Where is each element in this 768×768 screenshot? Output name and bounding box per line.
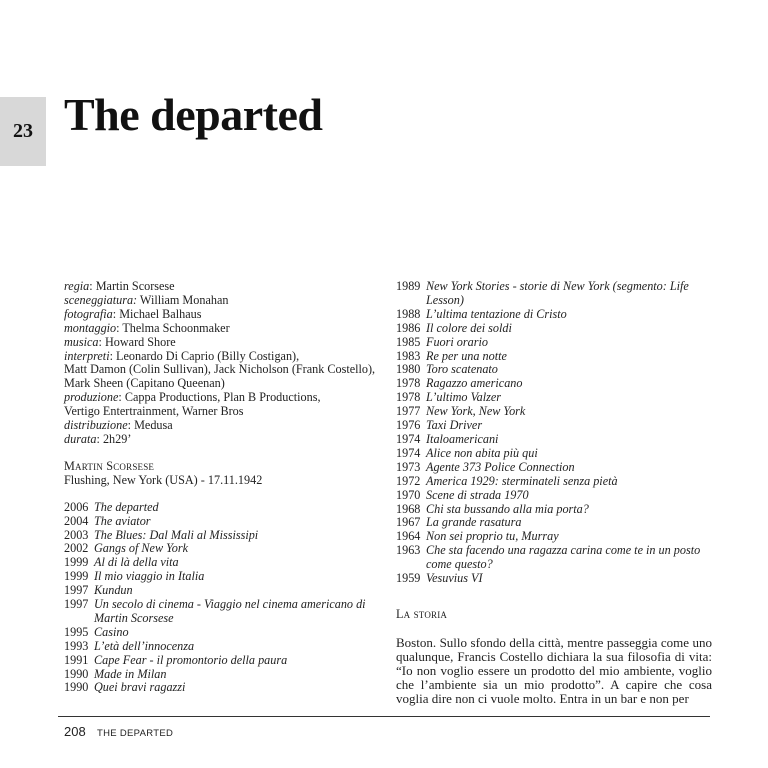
film-year: 1964 [396, 529, 421, 544]
filmography-item [396, 489, 712, 503]
credit-value: : Cappa Productions, Plan B Productions, [118, 390, 321, 405]
director-name: Martin Scorsese [64, 458, 155, 473]
credit-value: : Howard Shore [98, 334, 176, 349]
credit-line [64, 405, 382, 419]
film-title: L’ultima tentazione di Cristo [426, 306, 567, 321]
credit-role: sceneggiatura: [64, 292, 138, 307]
credit-line [64, 363, 382, 377]
film-year: 1999 [64, 569, 89, 584]
film-year: 1988 [396, 306, 421, 321]
film-year: 2002 [64, 541, 89, 556]
filmography-item [396, 350, 712, 364]
credit-role: produzione [64, 390, 119, 405]
credit-value: : Leonardo Di Caprio (Billy Costigan), [109, 348, 300, 363]
film-title: Chi sta bussando alla mia porta? [426, 501, 589, 516]
filmography-item [396, 530, 712, 544]
credit-role: interpreti [64, 348, 110, 363]
filmography-item [396, 391, 712, 405]
page-footer [64, 724, 173, 739]
filmography-item [64, 654, 382, 668]
film-title: Casino [94, 624, 129, 639]
film-year: 1974 [396, 445, 421, 460]
filmography-item [396, 419, 712, 433]
film-title: Re per una notte [426, 348, 507, 363]
filmography-item [396, 544, 712, 572]
film-title: Italoamericani [426, 431, 499, 446]
film-year: 1990 [64, 680, 89, 695]
credit-value: : 2h29’ [96, 431, 132, 446]
film-title: Made in Milan [94, 666, 167, 681]
filmography-item [64, 542, 382, 556]
filmography-item [396, 363, 712, 377]
film-year: 1959 [396, 571, 421, 586]
credit-value: : Michael Balhaus [112, 306, 202, 321]
filmography-item [396, 461, 712, 475]
film-year: 1972 [396, 473, 421, 488]
film-title: Non sei proprio tu, Murray [426, 529, 559, 544]
filmography-item [396, 322, 712, 336]
film-title: Ragazzo americano [426, 376, 523, 391]
film-title: Quei bravi ragazzi [94, 680, 186, 695]
film-title: Vesuvius VI [426, 571, 483, 586]
film-year: 1999 [64, 555, 89, 570]
film-title: Un secolo di cinema - Viaggio nel cinema americano di Martin Scorsese [94, 597, 366, 625]
filmography-item [396, 377, 712, 391]
credit-value: Mark Sheen (Capitano Queenan) [64, 376, 225, 391]
film-year: 1986 [396, 320, 421, 335]
credit-value: Vertigo Entertrainment, Warner Bros [64, 404, 244, 419]
film-year: 1978 [396, 390, 421, 405]
film-year: 1978 [396, 376, 421, 391]
film-title: Gangs of New York [94, 541, 189, 556]
film-title: Al di là della vita [94, 555, 179, 570]
filmography-item [396, 308, 712, 322]
credit-line [64, 336, 382, 350]
filmography-item [396, 336, 712, 350]
film-title: New York, New York [426, 404, 526, 419]
credit-value: : Medusa [127, 418, 173, 433]
credit-value: : Thelma Schoonmaker [116, 320, 230, 335]
film-year: 1995 [64, 624, 89, 639]
film-title: L’ultimo Valzer [426, 390, 502, 405]
filmography-item [64, 556, 382, 570]
filmography-item [64, 515, 382, 529]
credit-line [64, 377, 382, 391]
film-title: Cape Fear - il promontorio della paura [94, 652, 288, 667]
film-title: Taxi Driver [426, 418, 483, 433]
credit-line [64, 419, 382, 433]
story-heading: La storia [396, 606, 448, 621]
film-year: 1983 [396, 348, 421, 363]
running-title: THE DEPARTED [97, 728, 174, 739]
credit-value: Matt Damon (Colin Sullivan), Jack Nicholson (Frank Costello), [64, 362, 376, 377]
film-year: 1963 [396, 543, 421, 558]
page-number: 208 [64, 724, 86, 739]
credit-role: distribuzione [64, 418, 128, 433]
film-year: 1976 [396, 418, 421, 433]
film-year: 1968 [396, 501, 421, 516]
credit-line [64, 391, 382, 405]
film-title: Kundun [94, 583, 133, 598]
credit-value: : Martin Scorsese [89, 279, 175, 293]
film-title: Alice non abita più qui [426, 445, 538, 460]
right-column [396, 280, 712, 706]
credit-line [64, 322, 382, 336]
credit-role: durata [64, 431, 97, 446]
film-year: 1974 [396, 431, 421, 446]
credit-line [64, 350, 382, 364]
filmography-item [64, 626, 382, 640]
filmography-item [396, 280, 712, 308]
film-year: 1991 [64, 652, 89, 667]
filmography-item [396, 433, 712, 447]
film-year: 2006 [64, 499, 89, 514]
credit-role: fotografia [64, 306, 113, 321]
film-year: 1980 [396, 362, 421, 377]
film-title: The Blues: Dal Mali al Mississipi [94, 527, 259, 542]
filmography-item [64, 529, 382, 543]
credit-line [64, 294, 382, 308]
chapter-number: 23 [13, 120, 33, 142]
film-title: Che sta facendo una ragazza carina come te in un posto come questo? [426, 543, 701, 572]
film-title: Il mio viaggio in Italia [94, 569, 205, 584]
filmography-item [64, 501, 382, 515]
filmography-item [396, 572, 712, 586]
film-title: Il colore dei soldi [426, 320, 512, 335]
film-year: 2004 [64, 513, 89, 528]
film-year: 1977 [396, 404, 421, 419]
filmography-item [396, 503, 712, 517]
film-year: 1967 [396, 515, 421, 530]
filmography-item [64, 668, 382, 682]
filmography-item [64, 640, 382, 654]
film-year: 1989 [396, 279, 421, 293]
film-year: 1973 [396, 459, 421, 474]
filmography-item [396, 447, 712, 461]
film-year: 1997 [64, 597, 89, 612]
filmography-item [396, 516, 712, 530]
film-title: The aviator [94, 513, 151, 528]
filmography-item [396, 475, 712, 489]
film-title: New York Stories - storie di New York (segmento: Life Lesson) [426, 279, 689, 307]
credit-line [64, 280, 382, 294]
left-column [64, 280, 382, 695]
film-title: Scene di strada 1970 [426, 487, 529, 502]
film-year: 1997 [64, 583, 89, 598]
film-title: Agente 373 Police Connection [426, 459, 575, 474]
credit-line [64, 308, 382, 322]
credits-block [64, 280, 382, 447]
page-title: The departed [64, 89, 323, 140]
filmography-item [64, 681, 382, 695]
filmography-item [64, 584, 382, 598]
film-year: 2003 [64, 527, 89, 542]
credit-role: montaggio [64, 320, 117, 335]
film-title: America 1929: sterminateli senza pietà [426, 473, 618, 488]
film-year: 1993 [64, 638, 89, 653]
film-year: 1985 [396, 334, 421, 349]
filmography-item [396, 405, 712, 419]
filmography-list-left [64, 501, 382, 696]
film-year: 1990 [64, 666, 89, 681]
credit-role: regia [64, 279, 90, 293]
chapter-number-tab [0, 97, 46, 166]
film-year: 1970 [396, 487, 421, 502]
credit-role: musica [64, 334, 99, 349]
film-title: L’età dell’innocenza [94, 638, 195, 653]
footer-rule [58, 716, 710, 717]
film-title: Toro scatenato [426, 362, 498, 377]
film-title: Fuori orario [426, 334, 488, 349]
filmography-item [64, 598, 382, 626]
filmography-list-right [396, 280, 712, 586]
director-birth: Flushing, New York (USA) - 17.11.1942 [64, 472, 263, 487]
film-title: La grande rasatura [426, 515, 522, 530]
story-text: Boston. Sullo sfondo della città, mentre passeggia come uno qualunque, Francis Costello dichiara la sua filosofia di vita: “Io non voglio essere un prodotto del mio ambiente, voglio che l’ambiente sia un mio prodotto”. A capire che cosa voglia dire non ci vuole molto. Entra in un bar e non per [396, 634, 712, 706]
film-title: The departed [94, 499, 159, 514]
filmography-item [64, 570, 382, 584]
credit-line [64, 433, 382, 447]
credit-value: William Monahan [137, 292, 229, 307]
